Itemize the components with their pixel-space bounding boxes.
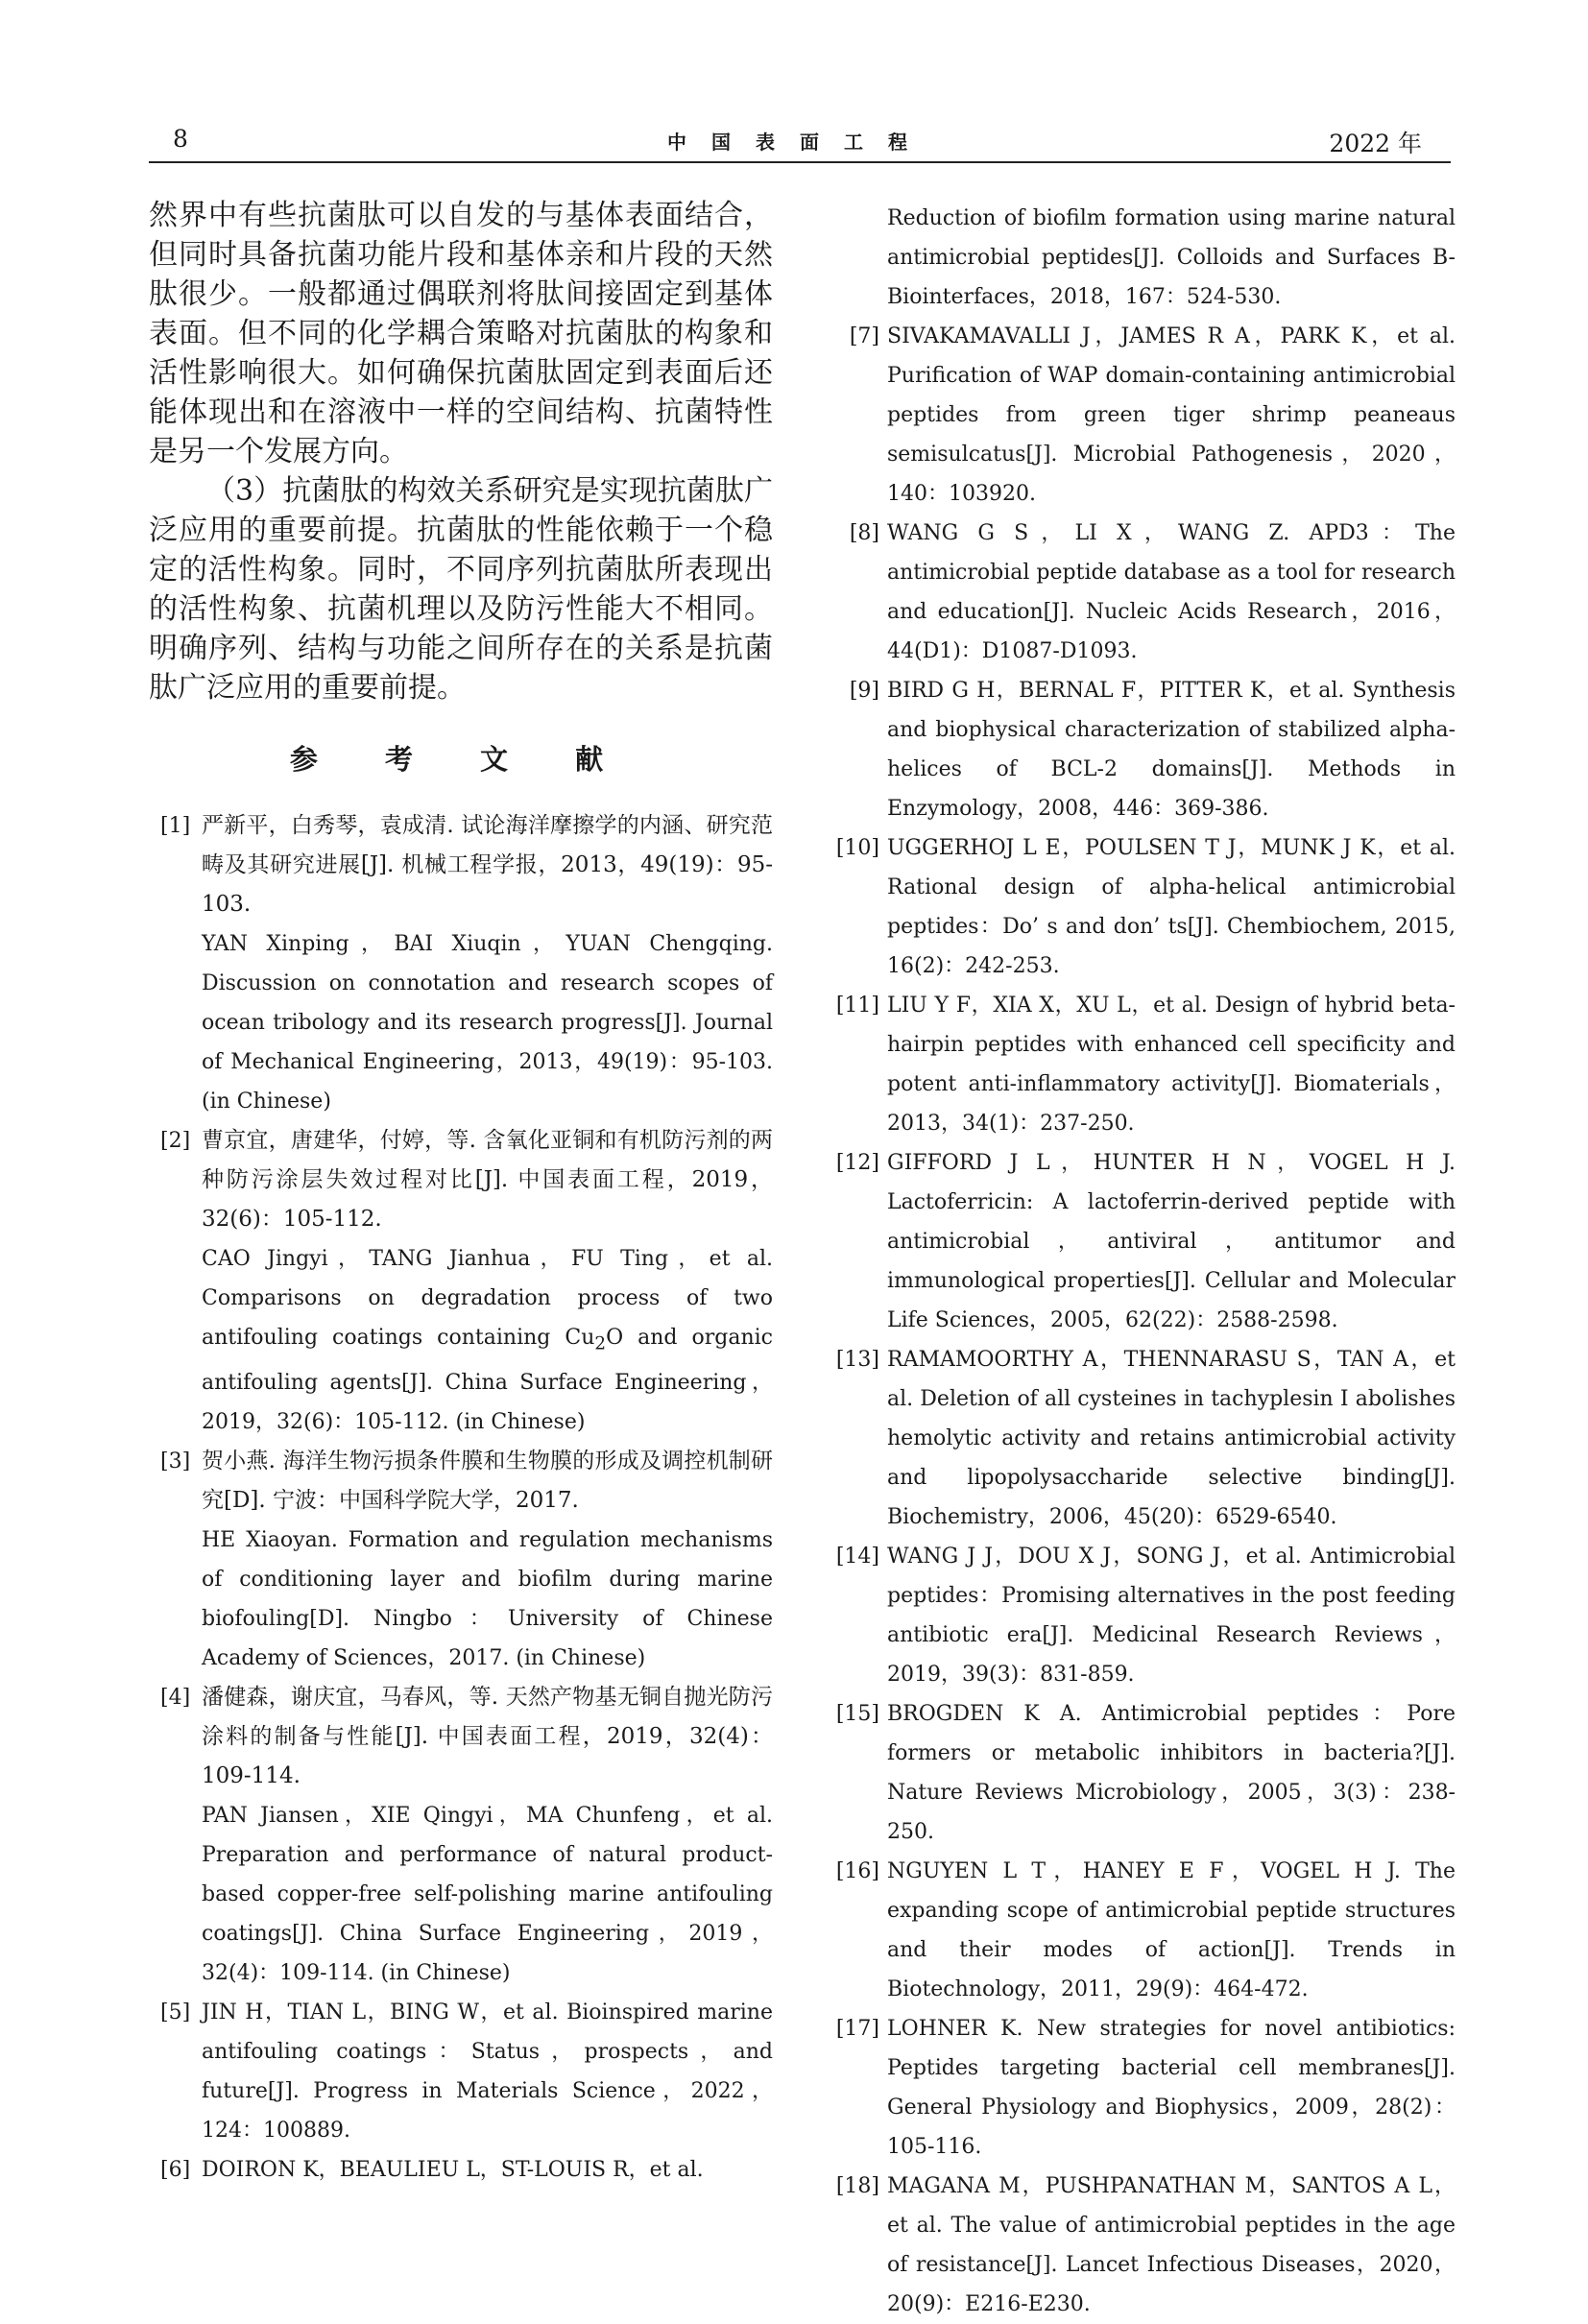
reference-item (824, 2009, 1456, 2167)
reference-item (824, 2167, 1456, 2324)
page-header (149, 123, 1451, 161)
reference-english: JIN H，TIAN L，BING W，et al. Bioinspired marine antifouling coatings：Status，prospects，and future[J]. Progress in Materials Science，2022，124：100889. (202, 2001, 773, 2144)
reference-item (824, 828, 1456, 986)
reference-item (149, 1993, 773, 2150)
reference-english: NGUYEN L T，HANEY E F，VOGEL H J. The expanding scope of antimicrobial peptide structures and their modes of action[J]. Trends in Biotechnology，2011，29(9)：464-472. (887, 1859, 1456, 2001)
reference-english: DOIRON K，BEAULIEU L，ST-LOUIS R，et al. (202, 2158, 704, 2183)
reference-number: [11] (835, 994, 879, 1018)
reference-item (149, 1442, 773, 1678)
reference-item (824, 986, 1456, 1143)
reference-chinese: 曹京宜，唐建华，付婷，等. 含氧化亚铜和有机防污剂的两种防污涂层失效过程对比[J]. 中国表面工程，2019，32(6)：105-112. (202, 1128, 773, 1232)
reference-english: CAO Jingyi，TANG Jianhua，FU Ting，et al. Comparisons on degradation process of two antifouling coatings containing $Cu_2O$ and organic antifouling agents[J]. China Surface Engineering，2019，32(6)：105-112. (in Chinese) (202, 1247, 773, 1435)
reference-item (149, 2150, 773, 2190)
reference-number: [1] (160, 814, 191, 838)
reference-english: RAMAMOORTHY A，THENNARASU S，TAN A，et al. Deletion of all cysteines in tachyplesin I abolishes hemolytic activity and retains antimicrobial activity and lipopolysaccharide selective binding[J]. Biochemistry，2006，45(20)：6529-6540. (887, 1348, 1456, 1529)
reference-number: [12] (835, 1151, 879, 1175)
journal-title: 中国表面工程 (667, 131, 932, 154)
reference-english: WANG G S，LI X，WANG Z. APD3：The antimicrobial peptide database as a tool for research and education[J]. Nucleic Acids Research，2016，44(D1)：D1087-D1093. (887, 521, 1456, 663)
page-number: 8 (173, 125, 188, 153)
reference-english: GIFFORD J L，HUNTER H N，VOGEL H J. Lactoferricin: A lactoferrin-derived peptide with antimicrobial，antiviral，antitumor and immunological properties[J]. Cellular and Molecular Life Sciences，2005，62(22)：2588-2598. (887, 1151, 1456, 1332)
reference-number: [17] (835, 2017, 879, 2041)
reference-number: [7] (849, 324, 879, 348)
reference-item (824, 671, 1456, 828)
reference-english: LOHNER K. New strategies for novel antibiotics: Peptides targeting bacterial cell membranes[J]. General Physiology and Biophysics，2009，28(2)：105-116. (887, 2017, 1456, 2159)
reference-number: [6] (160, 2158, 191, 2183)
reference-item (149, 806, 773, 1121)
reference-item (824, 1143, 1456, 1340)
reference-english: MAGANA M，PUSHPANATHAN M，SANTOS A L，et al. The value of antimicrobial peptides in the age of resistance[J]. Lancet Infectious Diseases，2020，20(9)：E216-E230. (887, 2174, 1456, 2316)
reference-item (824, 514, 1456, 671)
reference-number: [5] (160, 2001, 191, 2025)
reference-english: Reduction of biofilm formation using marine natural antimicrobial peptides[J]. Colloids and Surfaces B-Biointerfaces，2018，167：524-530. (887, 206, 1456, 309)
reference-number: [16] (835, 1859, 879, 1883)
reference-chinese: 潘健森，谢庆宜，马春风，等. 天然产物基无铜自抛光防污涂料的制备与性能[J]. 中国表面工程，2019，32(4)：109-114. (202, 1685, 773, 1789)
reference-item (824, 1852, 1456, 2009)
body-paragraph-1: 然界中有些抗菌肽可以自发的与基体表面结合，但同时具备抗菌功能片段和基体亲和片段的天然肽很少。一般都通过偶联剂将肽间接固定到基体表面。但不同的化学耦合策略对抗菌肽的构象和活性影响很大。如何确保抗菌肽固定到表面后还能体现出和在溶液中一样的空间结构、抗菌特性是另一个发展方向。 (149, 199, 773, 468)
reference-number: [8] (849, 521, 879, 545)
reference-english: BIRD G H，BERNAL F，PITTER K，et al. Synthesis and biophysical characterization of stabilized alpha-helices of BCL-2 domains[J]. Methods in Enzymology，2008，446：369-386. (887, 679, 1456, 821)
reference-number: [15] (835, 1702, 879, 1726)
reference-english: LIU Y F，XIA X，XU L，et al. Design of hybrid beta-hairpin peptides with enhanced cell specificity and potent anti-inflammatory activity[J]. Biomaterials，2013，34(1)：237-250. (887, 994, 1456, 1136)
reference-number: [3] (160, 1450, 191, 1474)
reference-item (149, 1678, 773, 1993)
reference-number: [18] (835, 2174, 879, 2198)
references-heading: 参 考 文 献 (289, 743, 633, 776)
reference-number: [13] (835, 1348, 879, 1372)
reference-chinese: 贺小燕. 海洋生物污损条件膜和生物膜的形成及调控机制研究[D]. 宁波：中国科学院大学，2017. (202, 1449, 773, 1514)
reference-english: WANG J J，DOU X J，SONG J，et al. Antimicrobial peptides：Promising alternatives in the post feeding antibiotic era[J]. Medicinal Research Reviews，2019，39(3)：831-859. (887, 1545, 1456, 1687)
reference-item (824, 1537, 1456, 1694)
reference-item (824, 1694, 1456, 1852)
reference-english: SIVAKAMAVALLI J，JAMES R A，PARK K，et al. Purification of WAP domain-containing antimicrobial peptides from green tiger shrimp peaneaus semisulcatus[J]. Microbial Pathogenesis，2020，140：103920. (887, 324, 1456, 506)
reference-english: HE Xiaoyan. Formation and regulation mechanisms of conditioning layer and biofilm during marine biofouling[D]. Ningbo：University of Chinese Academy of Sciences，2017. (in Chinese) (202, 1528, 773, 1671)
reference-english: YAN Xinping，BAI Xiuqin，YUAN Chengqing. Discussion on connotation and research scopes of ocean tribology and its research progress[J]. Journal of Mechanical Engineering，2013，49(19)：95-103. (in Chinese) (202, 932, 773, 1114)
left-column (149, 196, 773, 2190)
reference-item (824, 1340, 1456, 1537)
reference-item (149, 1121, 773, 1442)
reference-english: UGGERHOJ L E，POULSEN T J，MUNK J K，et al. Rational design of alpha-helical antimicrobial peptides：Do’ s and don’ ts[J]. Chembiochem, 2015, 16(2)：242-253. (887, 836, 1456, 978)
reference-number: [14] (835, 1545, 879, 1569)
reference-number: [2] (160, 1129, 191, 1153)
reference-continuation (824, 199, 1456, 317)
reference-number: [10] (835, 836, 879, 860)
body-paragraph-2: （3）抗菌肽的构效关系研究是实现抗菌肽广泛应用的重要前提。抗菌肽的性能依赖于一个稳定的活性构象。同时，不同序列抗菌肽所表现出的活性构象、抗菌机理以及防污性能大不相同。明确序列、结构与功能之间所存在的关系是抗菌肽广泛应用的重要前提。 (149, 474, 773, 705)
reference-number: [4] (160, 1686, 191, 1711)
reference-number: [9] (849, 679, 879, 703)
publication-year: 2022 年 (1329, 130, 1422, 157)
reference-english: PAN Jiansen，XIE Qingyi，MA Chunfeng，et al. Preparation and performance of natural product-based copper-free self-polishing marine antifouling coatings[J]. China Surface Engineering，2019，32(4)：109-114. (in Chinese) (202, 1804, 773, 1986)
right-column (824, 199, 1456, 2324)
reference-chinese: 严新平，白秀琴，袁成清. 试论海洋摩擦学的内涵、研究范畴及其研究进展[J]. 机械工程学报，2013，49(19)：95-103. (202, 813, 773, 917)
reference-english: BROGDEN K A. Antimicrobial peptides：Pore formers or metabolic inhibitors in bacteria?[J]. Nature Reviews Microbiology，2005，3(3)：238-250. (887, 1702, 1456, 1844)
reference-item (824, 317, 1456, 514)
header-rule (149, 161, 1451, 163)
